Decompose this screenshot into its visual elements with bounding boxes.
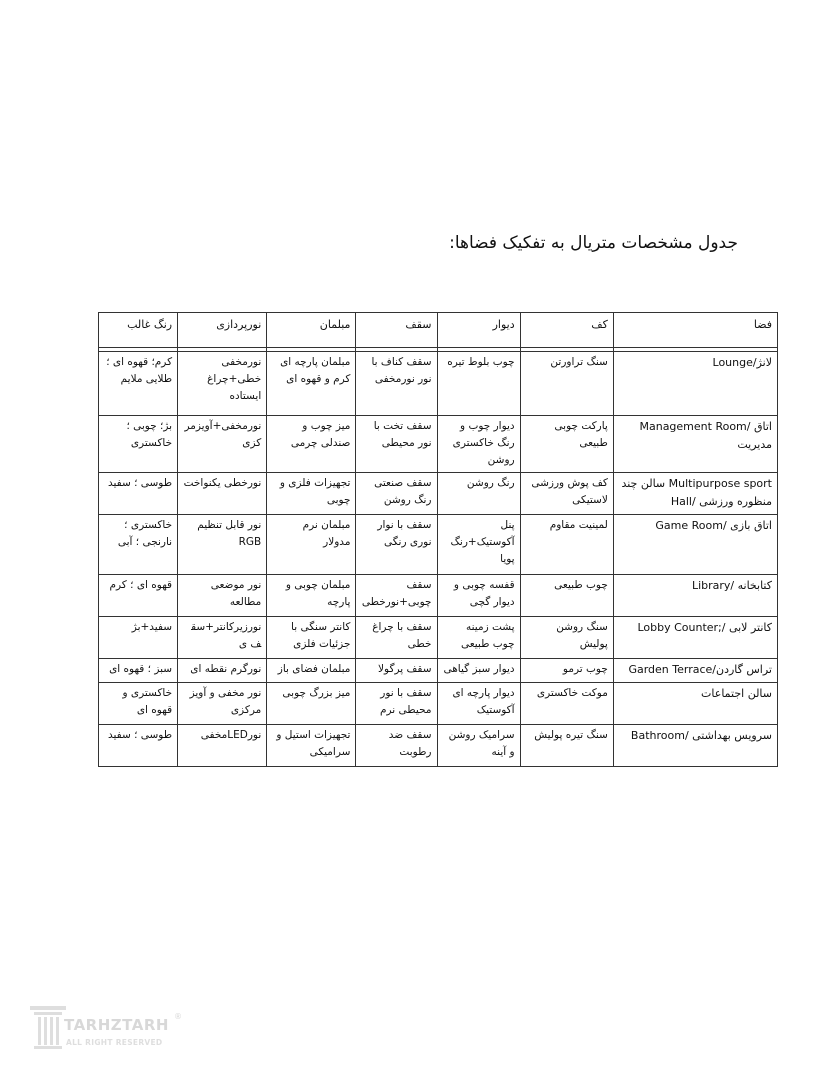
table-row <box>99 659 778 683</box>
cell-lighting: نورLEDمخفی <box>178 724 267 766</box>
header-color: رنگ غالب <box>99 313 178 348</box>
cell-space: تراس گاردن/Garden Terrace <box>613 659 777 683</box>
cell-ceiling: سقف ضد رطوبت <box>356 724 437 766</box>
cell-lighting: نورخطی یکنواخت <box>178 473 267 515</box>
cell-wall: دیوار چوب و رنگ خاکستری روشن <box>437 416 520 473</box>
cell-lighting: نور موضعی مطالعه <box>178 575 267 617</box>
cell-color: طوسی ؛ سفید <box>99 473 178 515</box>
cell-space: کتابخانه /Library <box>613 575 777 617</box>
cell-floor: سنگ تیره پولیش <box>520 724 613 766</box>
cell-color: خاکستری ؛نارنجی ؛ آبی <box>99 515 178 575</box>
cell-furniture: تجهیزات استیل و سرامیکی <box>267 724 356 766</box>
cell-space: سالن اجتماعات <box>613 682 777 724</box>
table-row <box>99 575 778 617</box>
material-spec-table <box>98 312 778 767</box>
header-wall: دیوار <box>437 313 520 348</box>
cell-ceiling: سقف چوبی+نورخطی <box>356 575 437 617</box>
table-row <box>99 352 778 416</box>
watermark-rights: ALL RIGHT RESERVED <box>66 1038 163 1047</box>
header-space: فضا <box>613 313 777 348</box>
cell-floor: سنگ روشن پولیش <box>520 617 613 659</box>
cell-floor: لمینیت مقاوم <box>520 515 613 575</box>
cell-wall: چوب بلوط تیره <box>437 352 520 416</box>
cell-space: کانتر لابی /;Lobby Counter <box>613 617 777 659</box>
registered-mark: ® <box>174 1012 182 1021</box>
cell-lighting: نورزیرکانتر+سقف ی <box>178 617 267 659</box>
cell-color: خاکستری و قهوه ای <box>99 682 178 724</box>
cell-color: طوسی ؛ سفید <box>99 724 178 766</box>
cell-ceiling: سقف با نور محیطی نرم <box>356 682 437 724</box>
header-floor: کف <box>520 313 613 348</box>
cell-wall: سرامیک روشن و آینه <box>437 724 520 766</box>
cell-wall: رنگ روشن <box>437 473 520 515</box>
cell-floor: کف پوش ورزشی لاستیکی <box>520 473 613 515</box>
table-row <box>99 473 778 515</box>
cell-lighting: نورمخفی+آویزمر کزی <box>178 416 267 473</box>
cell-floor: چوب طبیعی <box>520 575 613 617</box>
cell-floor: سنگ تراورتن <box>520 352 613 416</box>
column-logo-icon <box>28 1000 68 1052</box>
table-row <box>99 724 778 766</box>
table-row <box>99 515 778 575</box>
page-title: جدول مشخصات متریال به تفکیک فضاها: <box>449 233 738 253</box>
cell-space: سرویس بهداشتی /Bathroom <box>613 724 777 766</box>
cell-furniture: مبلمان چوبی و پارچه <box>267 575 356 617</box>
cell-color: سفید+بژ <box>99 617 178 659</box>
cell-ceiling: سقف با نوار نوری رنگی <box>356 515 437 575</box>
cell-space: Multipurpose sport سالن چند منظوره ورزشی /Hall <box>613 473 777 515</box>
cell-furniture: میز چوب و صندلی چرمی <box>267 416 356 473</box>
cell-ceiling: سقف تخت با نور محیطی <box>356 416 437 473</box>
cell-furniture: مبلمان پارچه ای کرم و قهوه ای <box>267 352 356 416</box>
table-header-row <box>99 313 778 348</box>
cell-lighting: نورگرم نقطه ای <box>178 659 267 683</box>
cell-space: لانژ/Lounge <box>613 352 777 416</box>
cell-space: اتاق بازی /Game Room <box>613 515 777 575</box>
cell-furniture: تجهیزات فلزی و چوبی <box>267 473 356 515</box>
cell-ceiling: سقف کناف با نور نورمخفی <box>356 352 437 416</box>
cell-wall: پنل آکوستیک+رنگ پویا <box>437 515 520 575</box>
cell-ceiling: سقف صنعتی رنگ روشن <box>356 473 437 515</box>
cell-floor: چوب ترمو <box>520 659 613 683</box>
cell-lighting: نورمخفی خطی+چراغ ایستاده <box>178 352 267 416</box>
cell-color: بژ؛ چوبی ؛ خاکستری <box>99 416 178 473</box>
header-ceiling: سقف <box>356 313 437 348</box>
cell-wall: دیوار سبز گیاهی <box>437 659 520 683</box>
cell-color: کرم؛ قهوه ای ؛ طلایی ملایم <box>99 352 178 416</box>
cell-wall: دیوار پارچه ای آکوستیک <box>437 682 520 724</box>
table-row <box>99 682 778 724</box>
header-lighting: نورپردازی <box>178 313 267 348</box>
cell-furniture: کانتر سنگی با جزئیات فلزی <box>267 617 356 659</box>
watermark-brand: TARHZTARH <box>64 1016 169 1034</box>
watermark <box>28 1000 188 1055</box>
cell-ceiling: سقف پرگولا <box>356 659 437 683</box>
table-row <box>99 416 778 473</box>
cell-floor: موکت خاکستری <box>520 682 613 724</box>
cell-lighting: نور مخفی و آویز مرکزی <box>178 682 267 724</box>
cell-space: اتاق /Management Room مدیریت <box>613 416 777 473</box>
cell-floor: پارکت چوبی طبیعی <box>520 416 613 473</box>
cell-wall: پشت زمینه چوب طبیعی <box>437 617 520 659</box>
table-row <box>99 617 778 659</box>
cell-furniture: مبلمان نرم مدولار <box>267 515 356 575</box>
cell-furniture: مبلمان فضای باز <box>267 659 356 683</box>
cell-ceiling: سقف با چراغ خطی <box>356 617 437 659</box>
cell-wall: قفسه چوبی و دیوار گچی <box>437 575 520 617</box>
cell-color: سبز ؛ قهوه ای <box>99 659 178 683</box>
cell-color: قهوه ای ؛ کرم <box>99 575 178 617</box>
cell-furniture: میز بزرگ چوبی <box>267 682 356 724</box>
header-furniture: مبلمان <box>267 313 356 348</box>
cell-lighting: نور قابل تنظیم RGB <box>178 515 267 575</box>
